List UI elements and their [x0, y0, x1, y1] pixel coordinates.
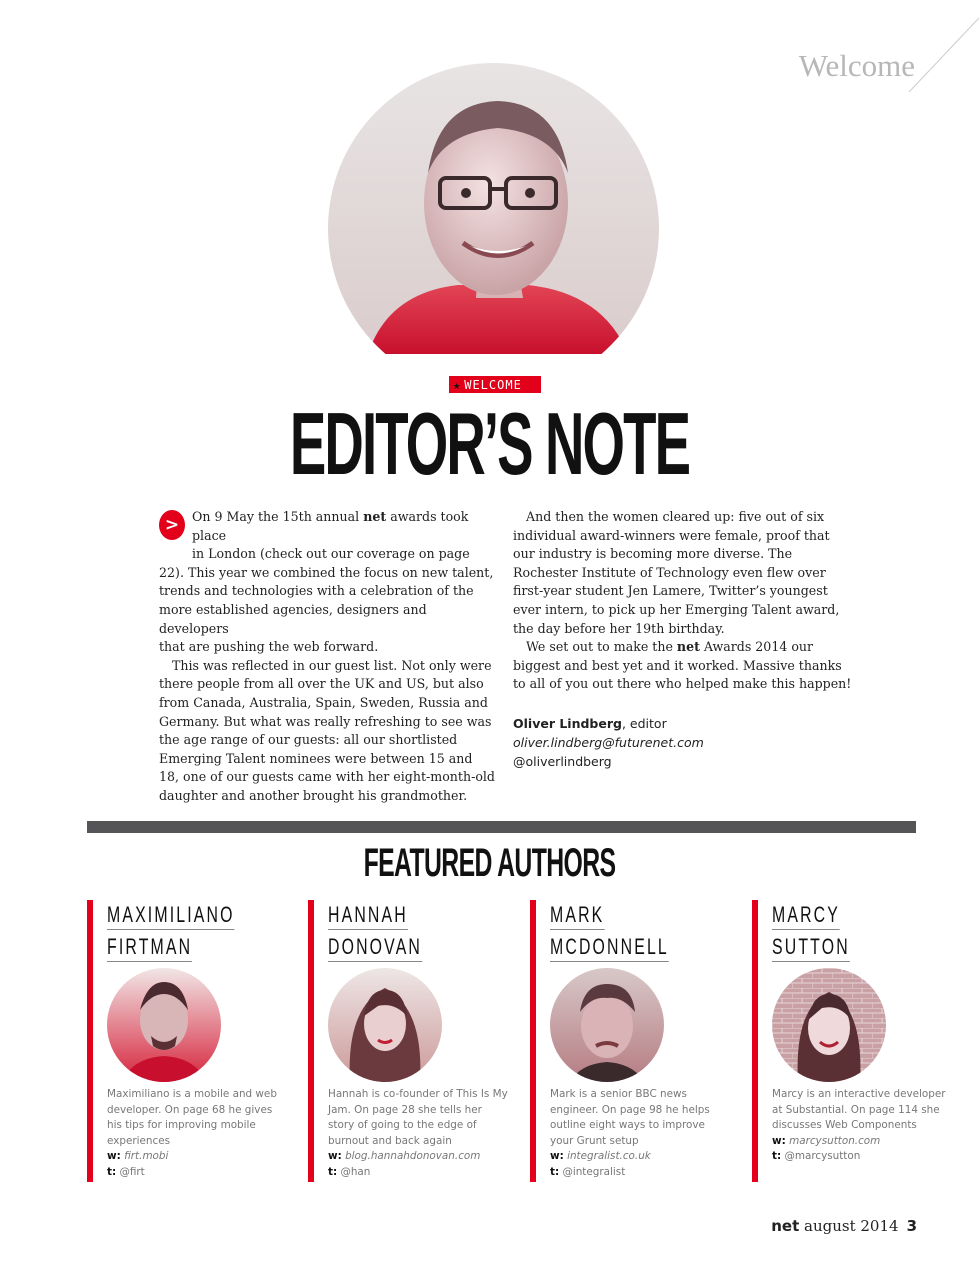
- page-title: EDITOR’S NOTE: [289, 394, 690, 493]
- editor-signature: [513, 714, 704, 771]
- article-line: On 9 May the 15th annual net awards took place: [192, 509, 469, 543]
- first-paragraph: [159, 508, 495, 657]
- author-twitter-link[interactable]: @integralist: [562, 1165, 626, 1178]
- author-name: MAXIMILIANO FIRTMAN: [107, 900, 284, 964]
- author-card-mcdonnell: [530, 900, 730, 1182]
- author-twitter-link[interactable]: @marcysutton: [784, 1150, 861, 1163]
- author-bio: Marcy is an interactive developer at Substantial. On page 114 she discusses Web Components w: marcysutton.com t: @marcysutton: [772, 1088, 946, 1163]
- editor-name: Oliver Lindberg: [513, 716, 622, 731]
- section-divider: [87, 821, 916, 833]
- author-name: MARCY SUTTON: [772, 900, 880, 964]
- section-label: Welcome: [798, 48, 915, 83]
- author-web-link[interactable]: firt.mobi: [124, 1150, 169, 1163]
- article-column-left: [159, 508, 495, 806]
- author-card-firtman: [87, 900, 287, 1182]
- article-paragraph: And then the women cleared up: five out of six individual award-winners were female, proof that our industry is becoming more diverse. The Rochester Institute of Technology even flew over first-year student Jen Lamere, Twitter’s youngest ever intern, to pick up her Emerging Talent award, the day before her 19th birthday.: [513, 509, 840, 636]
- article-line: 22). This year we combined the focus on new talent,: [159, 564, 494, 580]
- author-name: HANNAH DONOVAN: [328, 900, 459, 964]
- chevron-right-icon: >: [159, 510, 185, 540]
- kicker-label: WELCOME: [464, 377, 522, 392]
- author-card-sutton: [752, 900, 952, 1182]
- editor-twitter-link[interactable]: @oliverlindberg: [513, 754, 612, 769]
- author-twitter-link[interactable]: @firt: [119, 1165, 145, 1178]
- author-web-link[interactable]: blog.hannahdonovan.com: [345, 1150, 481, 1163]
- author-photo: [772, 968, 886, 1082]
- article-line: trends and technologies with a celebration of the: [159, 583, 474, 599]
- page-folio: [771, 1217, 917, 1235]
- author-bio: Maximiliano is a mobile and web developer. On page 68 he gives his tips for improving mobile experiences w: firt.mobi t: @firt: [107, 1088, 277, 1178]
- article-paragraph: This was reflected in our guest list. Not only were there people from all over the UK and US, but also from Canada, Australia, Spain, Sweden, Russia and Germany. But what was really refreshing to see was the age range of our guests: all our shortlisted Emerging Talent nominees were between 15 and 18, one of our guests came with her eight-month-old daughter and another brought his grandmother.: [159, 657, 495, 803]
- author-photo: [550, 968, 664, 1082]
- article-line: that are pushing the web forward.: [159, 639, 379, 655]
- author-card-donovan: [308, 900, 508, 1182]
- folio-brand: net: [771, 1217, 800, 1235]
- editor-email-link[interactable]: oliver.lindberg@futurenet.com: [513, 735, 704, 750]
- author-name: MARK MCDONNELL: [550, 900, 715, 964]
- author-twitter-link[interactable]: @han: [340, 1165, 371, 1178]
- article-line: more established agencies, designers and developers: [159, 601, 427, 636]
- author-web-link[interactable]: marcysutton.com: [789, 1134, 881, 1147]
- page-number: 3: [906, 1217, 917, 1235]
- accent-rule: [87, 900, 93, 1182]
- editor-portrait: [328, 63, 659, 354]
- author-bio: Mark is a senior BBC news engineer. On page 98 he helps outline eight ways to improve your Grunt setup w: integralist.co.uk t: @integralist: [550, 1088, 710, 1178]
- accent-rule: [752, 900, 758, 1182]
- author-web-link[interactable]: integralist.co.uk: [567, 1150, 651, 1163]
- article-paragraph: We set out to make the net Awards 2014 our biggest and best yet and it worked. Massive thanks to all of you out there who helped make this happen!: [513, 639, 852, 692]
- article-column-right: [513, 508, 853, 694]
- brand-net: net: [676, 639, 700, 655]
- author-photo: [107, 968, 221, 1082]
- author-photo: [328, 968, 442, 1082]
- accent-rule: [530, 900, 536, 1182]
- corner-decoration: [889, 0, 979, 110]
- featured-authors-title: FEATURED AUTHORS: [363, 841, 616, 885]
- article-line: in London (check out our coverage on page: [192, 546, 470, 562]
- author-bio: Hannah is co-founder of This Is My Jam. On page 28 she tells her story of going to the edge of burnout and back again w: blog.hannahdonovan.com t: @han: [328, 1088, 508, 1178]
- star-icon: ★: [453, 377, 462, 392]
- folio-issue: august 2014: [799, 1217, 899, 1235]
- welcome-kicker: [449, 376, 541, 393]
- accent-rule: [308, 900, 314, 1182]
- brand-net: net: [363, 509, 387, 524]
- editor-role: , editor: [621, 716, 667, 731]
